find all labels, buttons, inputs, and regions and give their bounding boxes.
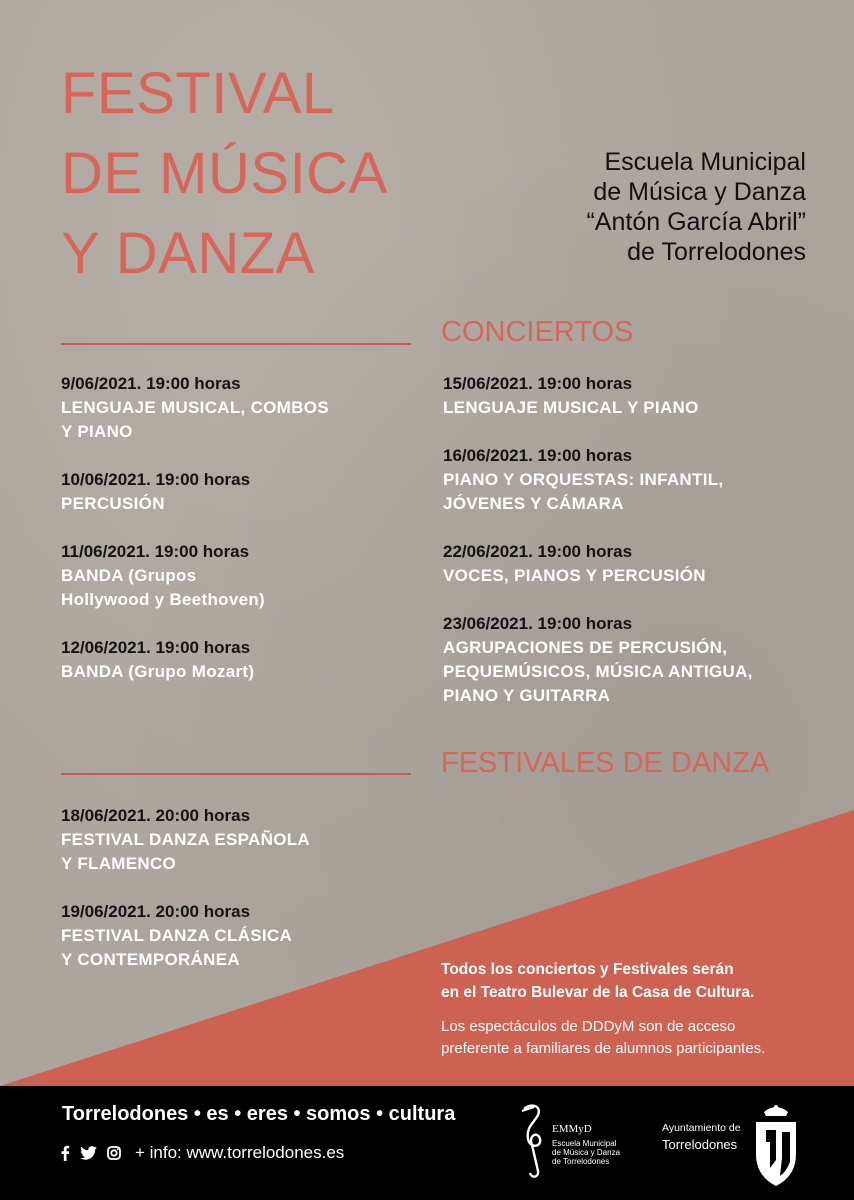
- event-item: [443, 540, 706, 588]
- event-date: 19/06/2021. 20:00 horas: [61, 902, 251, 921]
- coat-of-arms-icon: [752, 1102, 800, 1188]
- event-description-line: PIANO Y GUITARRA: [443, 686, 611, 705]
- ayuntamiento-label: Ayuntamiento de: [662, 1122, 741, 1134]
- event-item: [61, 804, 310, 876]
- event-item: [61, 636, 254, 684]
- event-date: 22/06/2021. 19:00 horas: [443, 542, 633, 561]
- event-description-line: AGRUPACIONES DE PERCUSIÓN,: [443, 638, 728, 657]
- event-description-line: PEQUEMÚSICOS, MÚSICA ANTIGUA,: [443, 662, 753, 681]
- conciertos-heading: CONCIERTOS: [441, 316, 634, 348]
- emmyd-subtitle-line-3: de Torrelodones: [552, 1157, 610, 1166]
- event-description-line: BANDA (Grupo Mozart): [61, 662, 255, 681]
- event-date: 23/06/2021. 19:00 horas: [443, 614, 633, 633]
- event-description-line: Y CONTEMPORÁNEA: [61, 950, 240, 969]
- school-line-4: de Torrelodones: [627, 238, 806, 266]
- event-description-line: LENGUAJE MUSICAL Y PIANO: [443, 398, 699, 417]
- notice-line-1: Los espectáculos de DDDyM son de acceso: [441, 1018, 736, 1035]
- emmyd-subtitle: [552, 1139, 620, 1166]
- emmyd-subtitle-line-1: Escuela Municipal: [552, 1139, 617, 1148]
- ayuntamiento-logo: [660, 1102, 830, 1188]
- event-description-line: Y FLAMENCO: [61, 854, 177, 873]
- school-line-2: de Música y Danza: [593, 178, 806, 206]
- event-item: [61, 468, 250, 516]
- notice-bold-line-2: en el Teatro Bulevar de la Casa de Cultura.: [441, 984, 755, 1001]
- event-date: 10/06/2021. 19:00 horas: [61, 470, 251, 489]
- conciertos-rule: [61, 343, 411, 345]
- facebook-icon[interactable]: [60, 1145, 70, 1161]
- event-description-line: PERCUSIÓN: [61, 494, 165, 513]
- event-date: 9/06/2021. 19:00 horas: [61, 374, 241, 393]
- event-item: [443, 612, 753, 708]
- footer-slogan: Torrelodones • es • eres • somos • cultura: [62, 1103, 456, 1125]
- event-item: [61, 372, 329, 444]
- event-description-line: FESTIVAL DANZA CLÁSICA: [61, 926, 293, 945]
- school-line-1: Escuela Municipal: [604, 148, 806, 176]
- danza-heading: FESTIVALES DE DANZA: [441, 747, 770, 779]
- notice-line-2: preferente a familiares de alumnos participantes.: [441, 1040, 766, 1057]
- event-description-line: JÓVENES Y CÁMARA: [443, 494, 624, 513]
- emmyd-wordmark: EMMyD: [552, 1123, 592, 1135]
- title-line-2: DE MÚSICA: [61, 141, 388, 206]
- event-description-line: PIANO Y ORQUESTAS: INFANTIL,: [443, 470, 724, 489]
- twitter-icon[interactable]: [80, 1146, 97, 1160]
- school-name: [446, 147, 806, 267]
- danza-rule: [61, 773, 411, 775]
- event-item: [443, 372, 699, 420]
- event-description-line: FESTIVAL DANZA ESPAÑOLA: [61, 830, 311, 849]
- event-description-line: LENGUAJE MUSICAL, COMBOS: [61, 398, 329, 417]
- event-date: 18/06/2021. 20:00 horas: [61, 806, 251, 825]
- instagram-icon[interactable]: [107, 1146, 121, 1160]
- event-description-line: Y PIANO: [61, 422, 133, 441]
- event-date: 16/06/2021. 19:00 horas: [443, 446, 633, 465]
- event-item: [61, 900, 292, 972]
- emmyd-subtitle-line-2: de Música y Danza: [552, 1148, 621, 1157]
- social-links: [60, 1143, 344, 1163]
- event-description-line: BANDA (Grupos: [61, 566, 197, 585]
- event-description-line: VOCES, PIANOS Y PERCUSIÓN: [443, 566, 706, 585]
- event-date: 12/06/2021. 19:00 horas: [61, 638, 251, 657]
- ayuntamiento-name: Torrelodones: [662, 1137, 738, 1152]
- event-date: 11/06/2021. 19:00 horas: [61, 542, 250, 561]
- school-line-3: “Antón García Abril”: [586, 208, 806, 236]
- footer-bar: [0, 1086, 854, 1200]
- event-item: [443, 444, 723, 516]
- title-line-3: Y DANZA: [61, 221, 315, 286]
- venue-notice: [441, 958, 821, 1060]
- event-date: 15/06/2021. 19:00 horas: [443, 374, 633, 393]
- treble-clef-icon: [520, 1101, 554, 1181]
- event-description-line: Hollywood y Beethoven): [61, 590, 266, 609]
- notice-bold-line-1: Todos los conciertos y Festivales serán: [441, 961, 734, 978]
- title-line-1: FESTIVAL: [61, 61, 335, 126]
- info-link[interactable]: + info: www.torrelodones.es: [135, 1143, 345, 1162]
- emmyd-logo: [520, 1101, 630, 1183]
- event-item: [61, 540, 265, 612]
